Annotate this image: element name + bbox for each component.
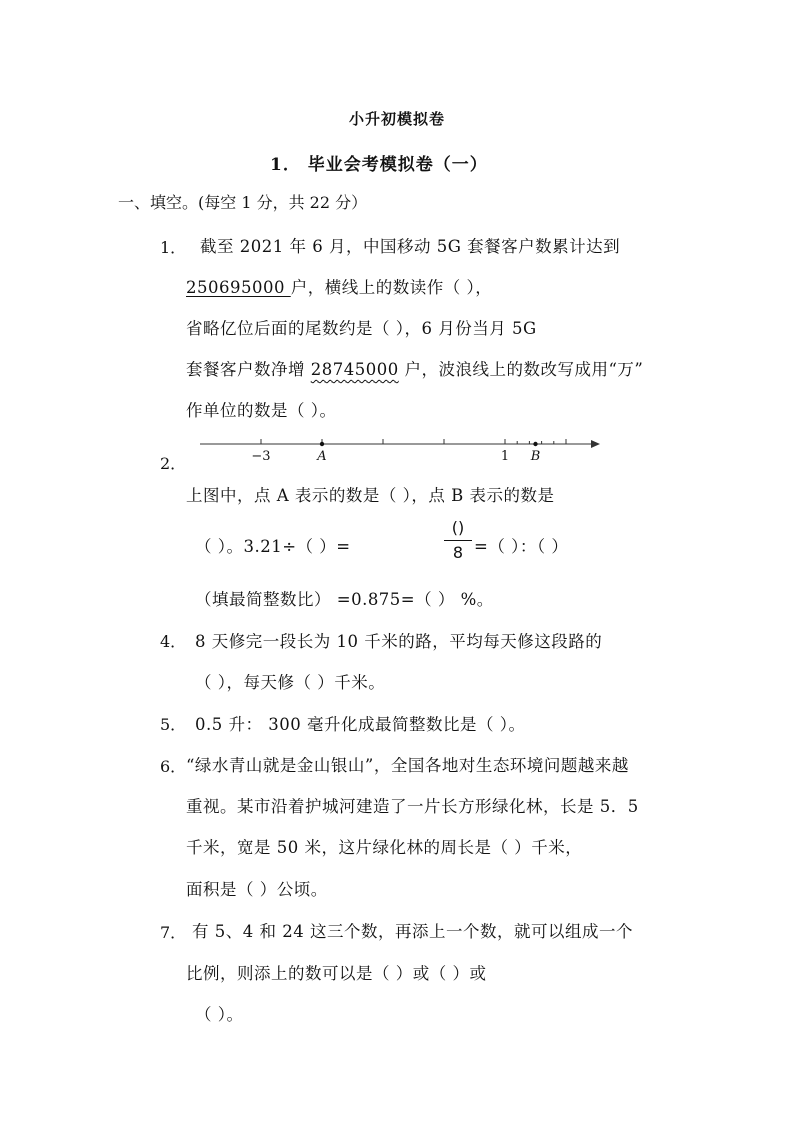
question-number-5: 5． [160,715,187,734]
q1-line-3: 省略亿位后面的尾数约是（ ），6 月份当月 5G [186,319,537,338]
q3-part-a: （ ）。3.21÷（ ）= [195,537,351,556]
q2-line-1: 上图中，点 A 表示的数是（ ），点 B 表示的数是 [186,486,555,505]
q1-line-4 [186,356,643,380]
q7-line-1: 有 5、4 和 24 这三个数，再添上一个数，就可以组成一个 [192,922,633,941]
q4-line-2: （ ），每天修（ ）千米。 [195,673,386,692]
q1-line-4-a: 套餐客户数净增 [186,360,311,379]
q1-line-1: 截至 2021 年 6 月，中国移动 5G 套餐客户数累计达到 [200,237,621,256]
question-number-7: 7． [160,923,187,942]
fraction-bar [444,540,472,541]
q1-line-5: 作单位的数是（ ）。 [186,401,337,420]
q7-line-3: （ ）。 [195,1005,244,1024]
number-line [190,432,610,466]
q3-line-2: （填最简整数比） =0.875=（ ） %。 [195,590,494,609]
number-line-arrow [591,440,600,448]
section-heading: 一、填空。(每空 1 分，共 22 分） [118,193,368,212]
question-number-6: 6． [160,757,187,776]
question-number-2: 2． [160,454,187,473]
q6-line-2: 重视。某市沿着护城河建造了一片长方形绿化林，长是 5．5 [186,797,639,816]
number-line-point [320,442,324,446]
q4-line-1: 8 天修完一段长为 10 千米的路，平均每天修这段路的 [195,632,603,651]
q5-line-1: 0.5 升： 300 毫升化成最简整数比是（ ）。 [195,715,526,734]
number-line-tick-label: 1 [500,449,510,464]
number-line-point-label: A [317,449,327,464]
fraction [444,518,472,563]
q1-underlined-number: 250695000 [186,278,291,297]
exam-title: 1． 毕业会考模拟卷（一） [270,155,488,175]
fraction-numerator: () [451,518,465,537]
number-line-point-label: B [530,449,541,464]
q6-line-1: “绿水青山就是金山银山”，全国各地对生态环境问题越来越 [186,756,629,775]
q6-line-4: 面积是（ ）公顷。 [186,880,328,899]
q1-line-4-b: 户，波浪线上的数改写成用“万” [398,360,644,379]
q1-wavy-number: 28745000 [310,360,399,379]
number-line-tick-label: −3 [251,449,271,464]
q3-part-b: =（ ）：（ ） [474,537,569,556]
q1-line-2-rest: 户，横线上的数读作（ ）， [290,278,493,297]
number-line-point [533,442,537,446]
fraction-denominator: 8 [452,543,464,562]
question-number-4: 4． [160,632,187,651]
question-number-1: 1． [160,238,187,257]
q1-line-2 [186,274,492,298]
q6-line-3: 千米，宽是 50 米，这片绿化林的周长是（ ）千米， [186,838,583,857]
exam-subtitle: 小升初模拟卷 [348,110,445,128]
q7-line-2: 比例，则添上的数可以是（ ）或（ ）或 [186,964,487,983]
